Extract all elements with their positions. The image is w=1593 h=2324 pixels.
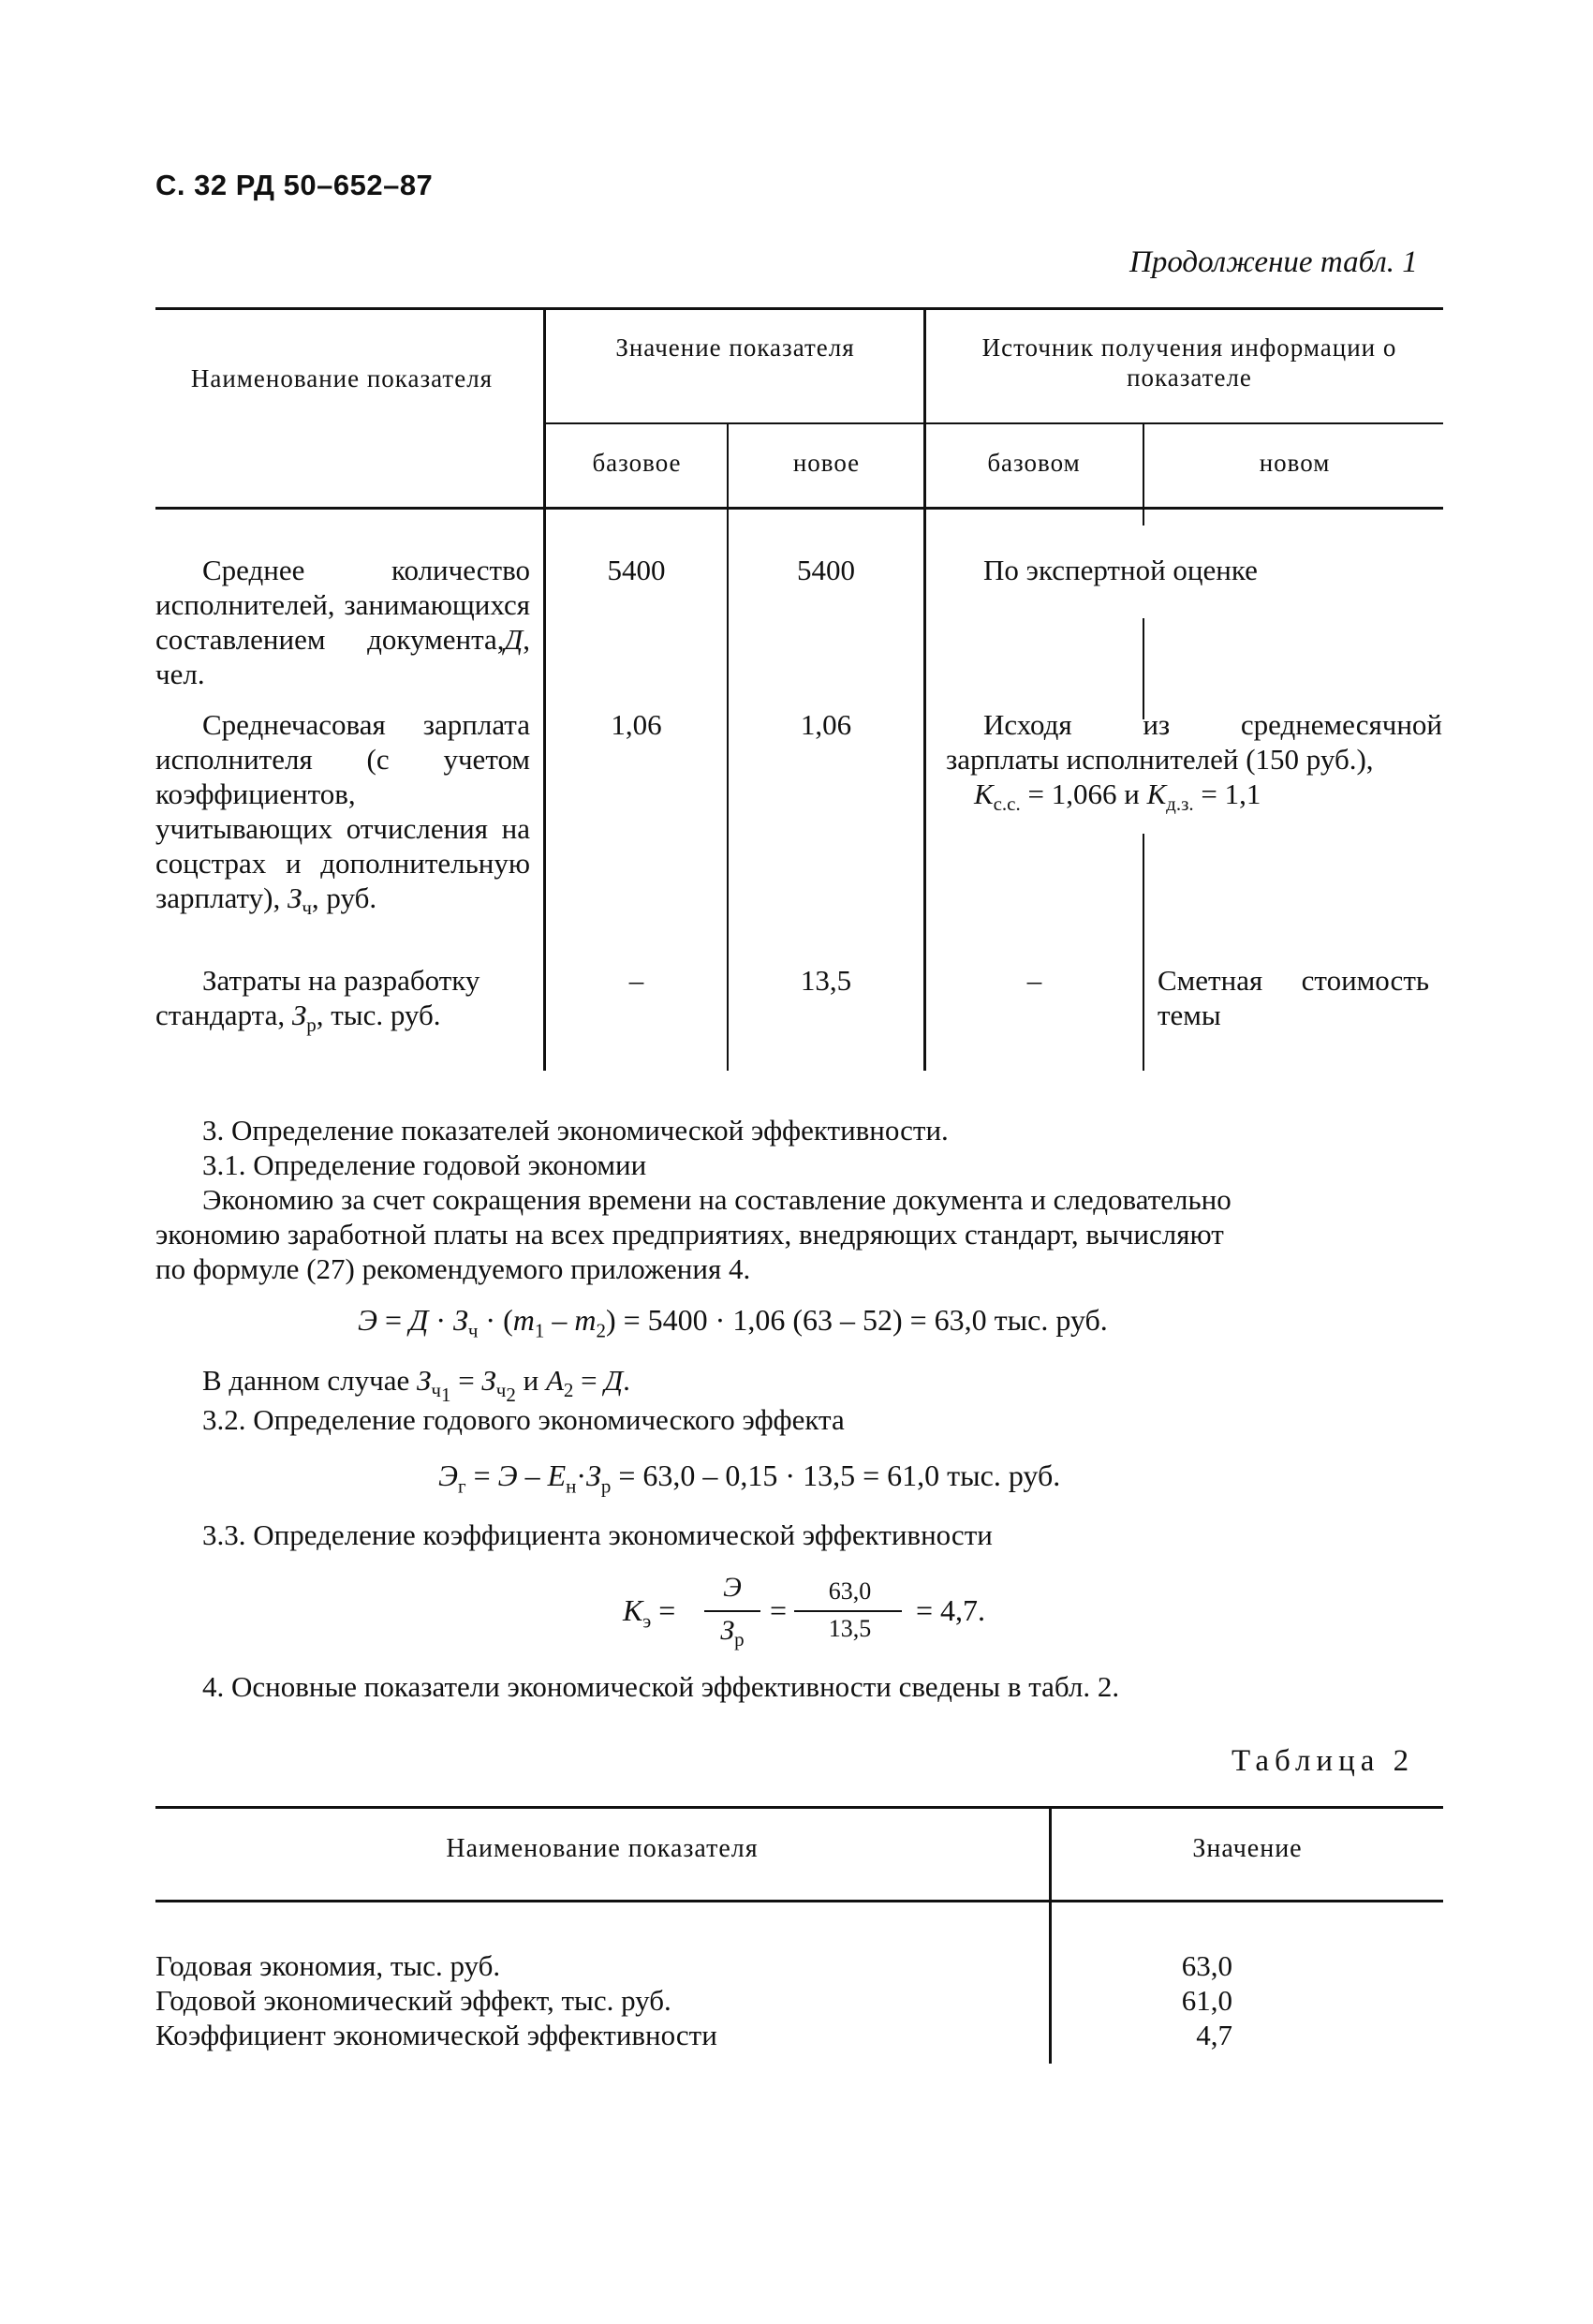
table-1-row-2-base: 1,06 <box>611 708 662 741</box>
formula-note: В данном случае $З_{ч_1} = З_{ч_2}$ и $А_2 = Д$. <box>202 1364 630 1407</box>
formula-3-num-1: Э <box>723 1572 742 1603</box>
table-2-caption: Таблица 2 <box>1232 1744 1415 1778</box>
formula-3-equals: = <box>770 1593 788 1627</box>
section-3-2-heading: 3.2. Определение годового экономического эффекта <box>202 1403 845 1436</box>
table-1-row-1-base: 5400 <box>607 554 666 586</box>
table-1-row-3-name: Затраты на разработку стандарта, $З_р$, тыс. руб. <box>155 964 480 1037</box>
page-reference: С. 32 РД 50–652–87 <box>155 169 434 201</box>
formula-3-den-1: $З_р$ <box>720 1615 745 1650</box>
table-1-top-rule <box>155 307 1443 310</box>
table-1-col-divider <box>1143 422 1144 525</box>
formula-3-lhs: $К_э$ = <box>623 1593 676 1633</box>
table-1-subheader-new: новое <box>792 449 861 477</box>
table-1-row-2-new: 1,06 <box>800 708 852 741</box>
table-1-col-divider <box>923 307 926 1071</box>
table-2-row-1-name: Годовая экономия, тыс. руб. <box>155 1949 501 1982</box>
table-1-row-1-new: 5400 <box>797 554 855 586</box>
table-1-row-1-source: По экспертной оценке <box>983 554 1258 586</box>
formula-3-num-2: 63,0 <box>828 1577 872 1605</box>
table-2-row-1-value: 63,0 <box>1181 1949 1232 1982</box>
table-1-subheader-base: базовое <box>592 449 682 477</box>
table-1-header-rule <box>543 422 1443 424</box>
formula-3-den-2: 13,5 <box>828 1615 872 1642</box>
table-2-row-2-name: Годовой экономический эффект, тыс. руб. <box>155 1984 671 2017</box>
table-1-col-divider <box>543 307 546 1071</box>
table-1-subheader-new-source: новом <box>1259 449 1331 477</box>
table-1-col-divider <box>1143 618 1144 719</box>
table-1-row-2-source-line-1: Исходя из среднемесячной <box>983 708 1442 741</box>
table-1-row-2-source-line-2: зарплаты исполнителей (150 руб.), <box>946 743 1374 776</box>
table-2-header-value: Значение <box>1192 1834 1303 1863</box>
table-1-subheader-base-source: базовом <box>987 449 1081 477</box>
formula-3-result: = 4,7. <box>916 1593 986 1627</box>
table-1-row-3-new: 13,5 <box>800 964 852 997</box>
table-1-header-source: Источник получения информации о показателе <box>981 333 1397 392</box>
table-1-header-name: Наименование показателя <box>190 364 494 392</box>
table-1-row-3-base: – <box>628 964 644 997</box>
table-1-row-2-source-coefficients: $К_{с.с.} = 1,066$ и $К_{д.з.} = 1,1$ <box>974 777 1261 816</box>
fraction-bar <box>794 1610 902 1612</box>
table-2-row-2-value: 61,0 <box>1181 1984 1232 2017</box>
section-3-1-paragraph-line-3: по формуле (27) рекомендуемого приложения 4. <box>155 1252 751 1285</box>
table-1-col-divider <box>1143 834 1144 1071</box>
table-2-row-3-name: Коэффициент экономической эффективности <box>155 2019 717 2051</box>
fraction-bar <box>704 1610 760 1612</box>
section-3-1-heading: 3.1. Определение годовой экономии <box>202 1148 647 1181</box>
section-3-1-paragraph-line-2: экономию заработной платы на всех предприятиях, внедряющих стандарт, вычисляют <box>155 1218 1224 1251</box>
table-2-header-name: Наименование показателя <box>446 1834 759 1863</box>
table-2-row-3-value: 4,7 <box>1196 2019 1232 2051</box>
table-2-header-rule <box>155 1900 1443 1902</box>
section-3-1-paragraph-line-1: Экономию за счет сокращения времени на составление документа и следовательно <box>202 1183 1232 1216</box>
table-1-body-rule <box>155 507 1443 510</box>
formula-annual-savings: $Э = Д \cdot З_ч \cdot (т_1 - т_2) = 5400 \cdot 1,06$ (63 – 52) = 63,0 тыс. руб. <box>358 1303 1108 1342</box>
section-3-title: 3. Определение показателей экономической эффективности. <box>202 1114 949 1147</box>
table-1-row-1-name: Среднее количество исполнителей, занимающихся составлением документа,Д, чел. <box>155 554 530 690</box>
table-1-row-3-source-new: Сметная стоимость темы <box>1158 964 1429 1031</box>
table-continuation-label: Продолжение табл. 1 <box>1129 245 1418 279</box>
formula-annual-effect: $Э_г = Э - Е_н\cdot З_р = 63,0 - 0,15 \cdot 13,5 = 61,0$ тыс. руб. <box>438 1458 1061 1498</box>
table-1-row-2-name: Среднечасовая зарплата исполнителя (с учетом коэффициентов, учитывающих отчисления на соцстрах и дополнительную зарплату), $З_ч$, руб. <box>155 708 530 920</box>
table-1-row-3-source-base: – <box>1026 964 1042 997</box>
section-3-3-heading: 3.3. Определение коэффициента экономической эффективности <box>202 1518 993 1551</box>
section-4-text: 4. Основные показатели экономической эффективности сведены в табл. 2. <box>202 1670 1120 1703</box>
table-2-top-rule <box>155 1806 1443 1809</box>
table-1-header-value: Значение показателя <box>615 333 855 362</box>
